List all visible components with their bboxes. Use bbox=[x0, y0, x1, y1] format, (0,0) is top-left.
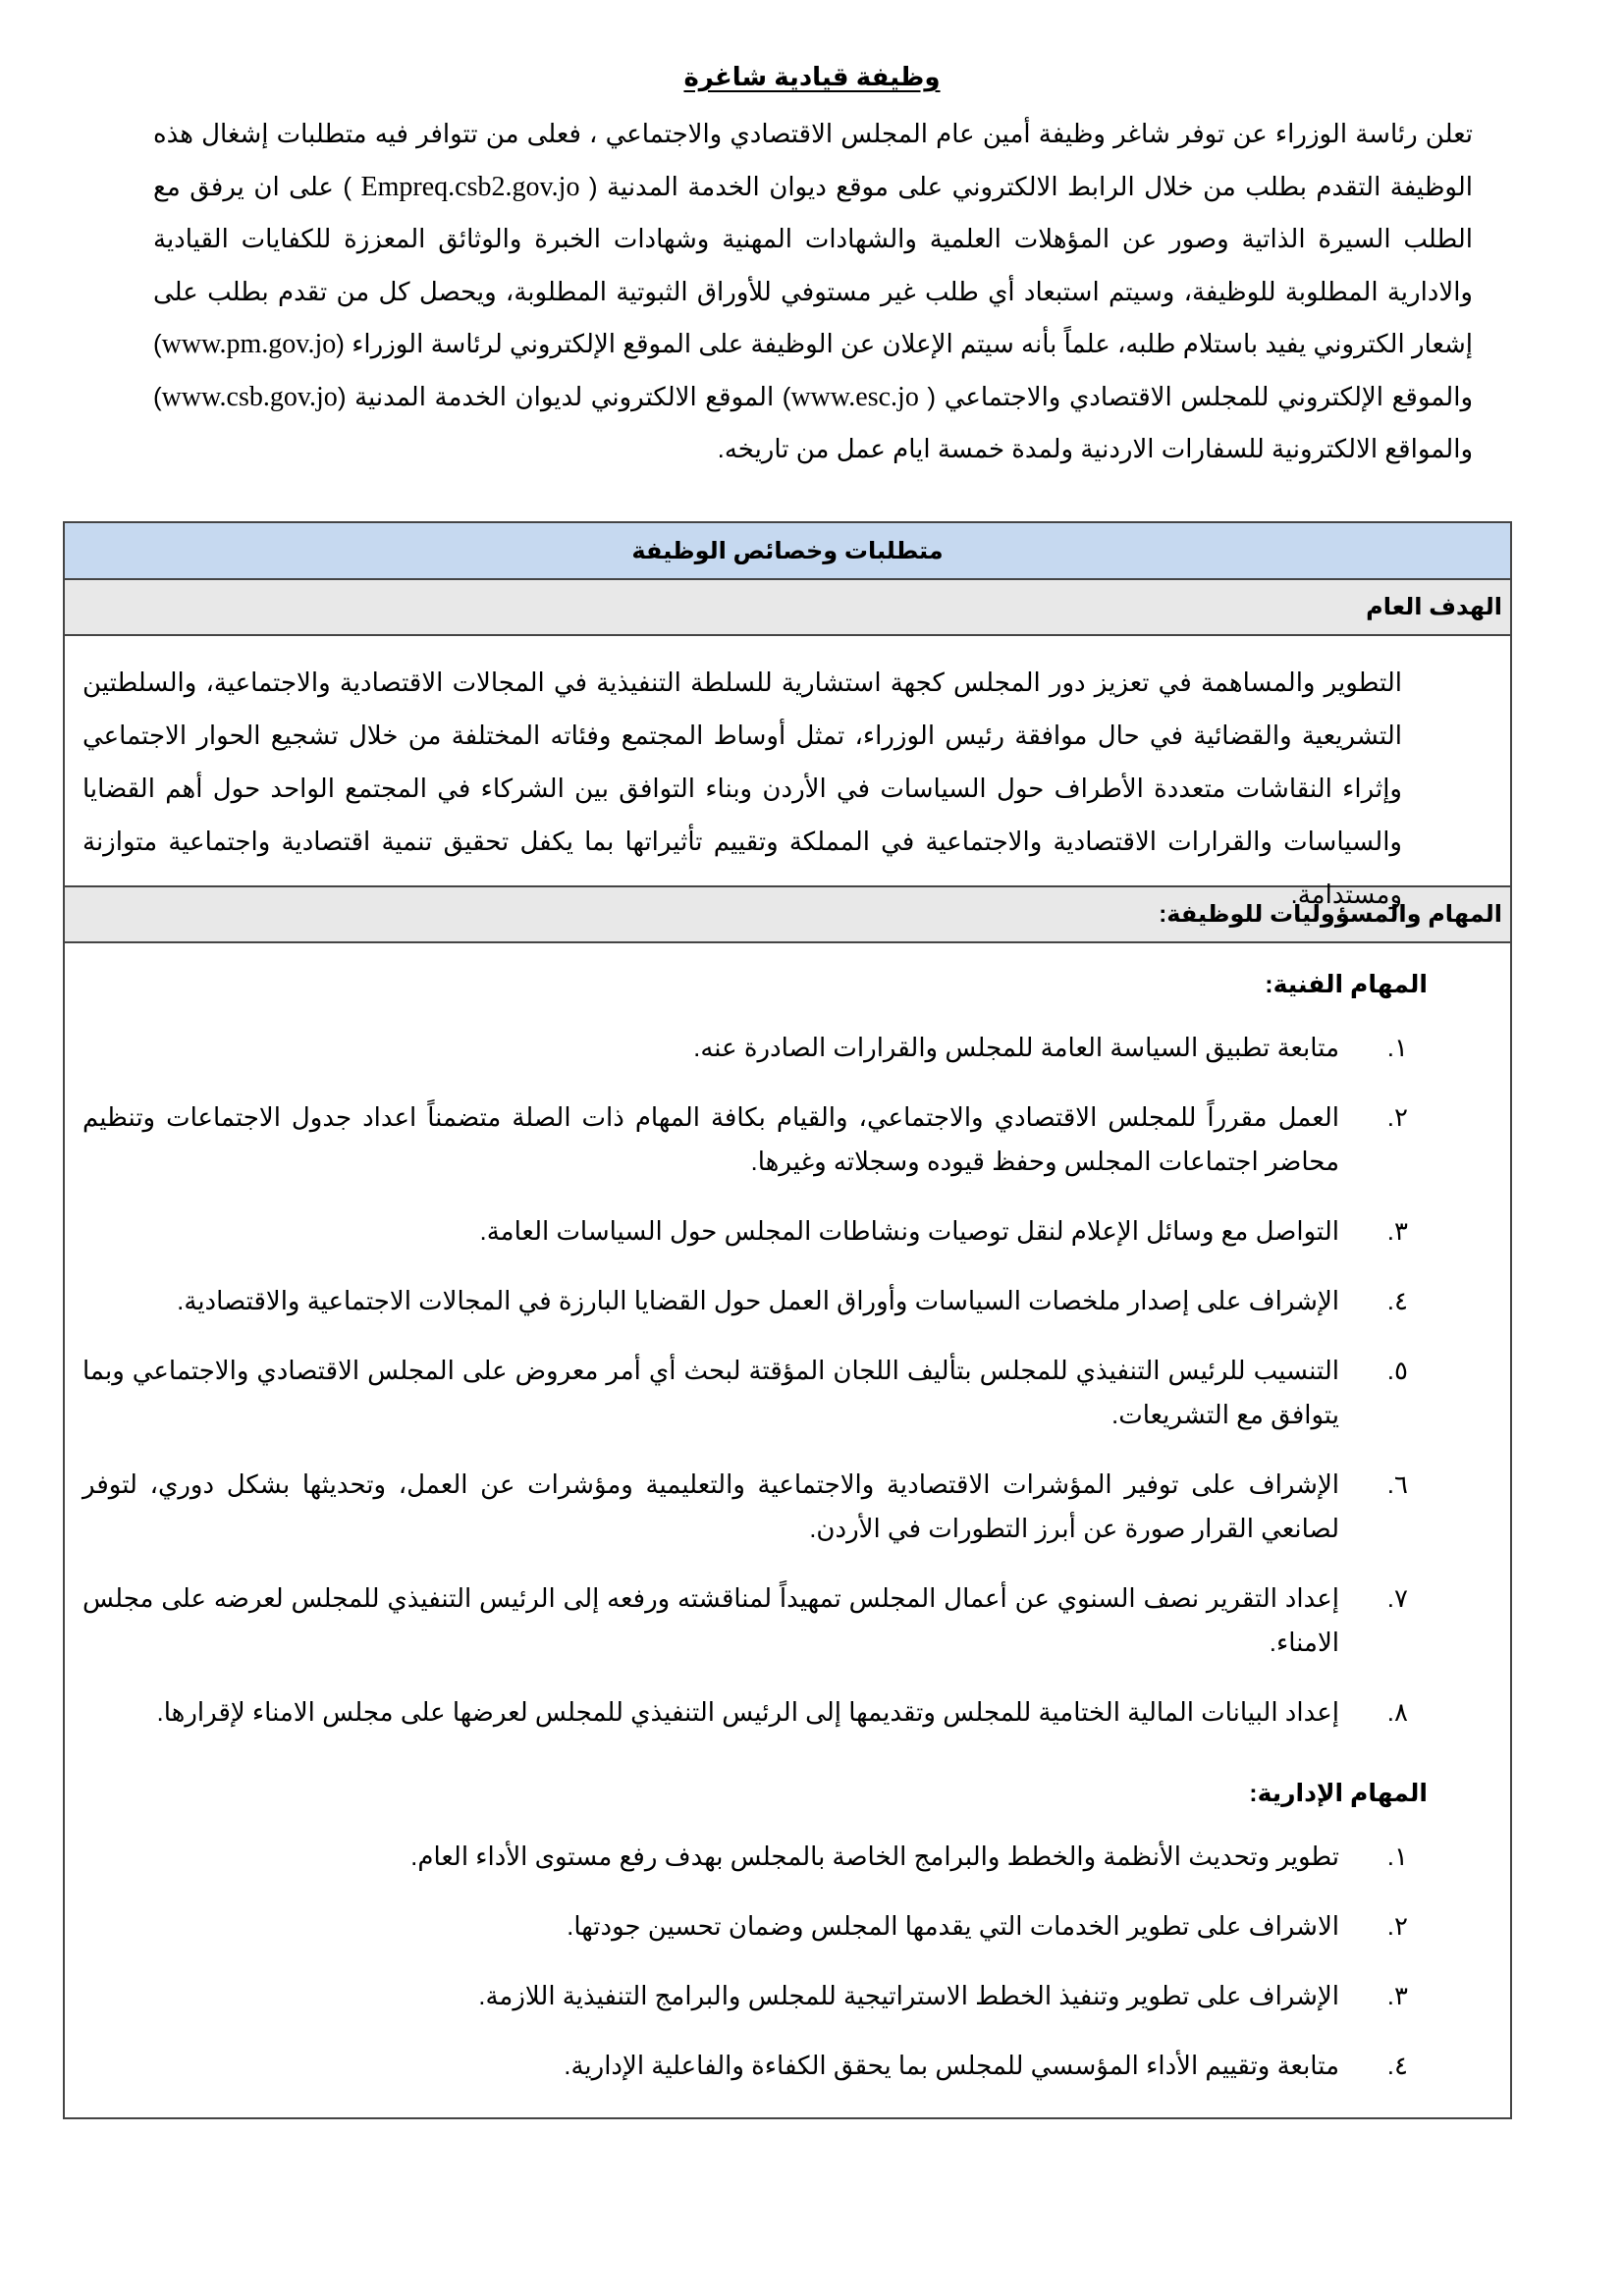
item-text: الإشراف على تطوير وتنفيذ الخطط الاستراتيجية للمجلس والبرامج التنفيذية اللازمة. bbox=[478, 1981, 1339, 2010]
link-esc[interactable]: www.esc.jo bbox=[790, 381, 919, 412]
item-text: إعداد التقرير نصف السنوي عن أعمال المجلس تمهيداً لمناقشته ورفعه إلى الرئيس التنفيذي للمجلس لعرضه على مجلس الامناء. bbox=[82, 1583, 1339, 1657]
intro-text-2: ) على ان يرفق مع الطلب السيرة الذاتية وصور عن المؤهلات العلمية والشهادات المهنية وشهادات الخبرة والوثائق المعززة للكفايات القيادية والادارية المطلوبة للوظيفة، وسيتم استبعاد أي طلب غير مستوفي للأوراق الثبوتية المطلوبة، ويحصل كل من تقدم بطلب على إشعار الكتروني يفيد باستلام طلبه، علماً بأنه سيتم الإعلان عن الوظيفة على الموقع الإلكتروني لرئاسة الوزراء ( bbox=[153, 171, 1473, 358]
item-number: ٢. bbox=[1386, 1102, 1408, 1132]
item-text: التواصل مع وسائل الإعلام لنقل توصيات ونشاطات المجلس حول السياسات العامة. bbox=[479, 1216, 1339, 1246]
item-number: ٨. bbox=[1386, 1697, 1408, 1727]
item-number: ٧. bbox=[1386, 1583, 1408, 1613]
list-item bbox=[82, 1095, 1492, 1184]
item-number: ٣. bbox=[1386, 1981, 1408, 2010]
item-number: ١. bbox=[1386, 1033, 1408, 1062]
spacer bbox=[82, 1760, 1492, 1766]
item-text: الاشراف على تطوير الخدمات التي يقدمها المجلس وضمان تحسين جودتها. bbox=[567, 1911, 1339, 1941]
item-text: تطوير وتحديث الأنظمة والخطط والبرامج الخاصة بالمجلس بهدف رفع مستوى الأداء العام. bbox=[410, 1842, 1339, 1871]
item-text: متابعة وتقييم الأداء المؤسسي للمجلس بما يحقق الكفاءة والفاعلية الإدارية. bbox=[564, 2051, 1339, 2080]
intro-text-5: ) والمواقع الالكترونية للسفارات الاردنية ولمدة خمسة ايام عمل من تاريخه. bbox=[153, 381, 1473, 463]
tasks-section bbox=[65, 943, 1510, 2117]
list-item bbox=[82, 1904, 1492, 1949]
item-text: متابعة تطبيق السياسة العامة للمجلس والقرارات الصادرة عنه. bbox=[693, 1033, 1339, 1062]
item-number: ٤. bbox=[1386, 2051, 1408, 2080]
administrative-tasks-heading: المهام الإدارية: bbox=[1249, 1780, 1428, 1807]
document-title: وظيفة قيادية شاغرة bbox=[683, 62, 941, 91]
goal-text: التطوير والمساهمة في تعزيز دور المجلس كجهة استشارية للسلطة التنفيذية في المجالات الاقتصادية والاجتماعية، والسلطتين التشريعية والقضائية في حال موافقة رئيس الوزراء، تمثل أوساط المجتمع وفئاته المختلفة من خلال تشجيع الحوار الاجتماعي وإثراء النقاشات متعددة الأطراف حول السياسات في الأردن وبناء التوافق بين الشركاء في المجتمع الواحد حول أهم القضايا والسياسات والقرارات الاقتصادية والاجتماعية في المملكة وتقييم تأثيراتها بما يكفل تحقيق تنمية اقتصادية واجتماعية متوازنة ومستدامة. bbox=[82, 667, 1402, 909]
job-requirements-table bbox=[63, 521, 1512, 2119]
item-text: الإشراف على إصدار ملخصات السياسات وأوراق العمل حول القضايا البارزة في المجالات الاجتماعية والاقتصادية. bbox=[177, 1286, 1339, 1315]
list-item bbox=[82, 1576, 1492, 1665]
goal-heading: الهدف العام bbox=[65, 580, 1510, 636]
list-item bbox=[82, 2044, 1492, 2088]
intro-text-1: تعلن رئاسة الوزراء عن توفر شاغر وظيفة أمين عام المجلس الاقتصادي والاجتماعي ، فعلى من تتوافر فيه متطلبات إشغال هذه الوظيفة التقدم بطلب من خلال الرابط الالكتروني على موقع ديوان الخدمة المدنية ( bbox=[153, 119, 1473, 201]
intro-text-4: ) الموقع الالكتروني لديوان الخدمة المدنية ( bbox=[337, 381, 791, 411]
item-text: إعداد البيانات المالية الختامية للمجلس وتقديمها إلى الرئيس التنفيذي للمجلس لعرضها على مجلس الامناء لإقرارها. bbox=[156, 1697, 1339, 1727]
link-csb[interactable]: www.csb.gov.jo bbox=[161, 381, 338, 412]
item-number: ١. bbox=[1386, 1842, 1408, 1871]
intro-paragraph bbox=[153, 108, 1473, 476]
list-item bbox=[82, 1974, 1492, 2018]
table-header: متطلبات وخصائص الوظيفة bbox=[65, 523, 1510, 580]
list-item bbox=[82, 1279, 1492, 1323]
item-number: ٢. bbox=[1386, 1911, 1408, 1941]
item-text: العمل مقرراً للمجلس الاقتصادي والاجتماعي، والقيام بكافة المهام ذات الصلة متضمناً اعداد جدول الاجتماعات وتنظيم محاضر اجتماعات المجلس وحفظ قيوده وسجلاته وغيرها. bbox=[82, 1102, 1339, 1176]
list-item bbox=[82, 1026, 1492, 1070]
tasks-heading: المهام والمسؤوليات للوظيفة: bbox=[65, 885, 1510, 943]
item-number: ٣. bbox=[1386, 1216, 1408, 1246]
list-item bbox=[82, 1209, 1492, 1254]
list-item bbox=[82, 1349, 1492, 1437]
item-number: ٦. bbox=[1386, 1469, 1408, 1499]
item-text: التنسيب للرئيس التنفيذي للمجلس بتأليف اللجان المؤقتة لبحث أي أمر معروض على المجلس الاقتصادي والاجتماعي وبما يتوافق مع التشريعات. bbox=[82, 1356, 1339, 1429]
item-number: ٥. bbox=[1386, 1356, 1408, 1385]
list-item bbox=[82, 1835, 1492, 1879]
list-item bbox=[82, 1463, 1492, 1551]
technical-tasks-heading: المهام الفنية: bbox=[1265, 971, 1428, 998]
list-item bbox=[82, 1690, 1492, 1735]
intro-text-3: ) والموقع الإلكتروني للمجلس الاقتصادي والاجتماعي ( bbox=[153, 329, 1473, 411]
item-text: الإشراف على توفير المؤشرات الاقتصادية والاجتماعية والتعليمية ومؤشرات عن العمل، وتحديثها بشكل دوري، لتوفر لصانعي القرار صورة عن أبرز التطورات في الأردن. bbox=[82, 1469, 1339, 1543]
link-pm[interactable]: www.pm.gov.jo bbox=[161, 329, 337, 359]
link-empreq[interactable]: Empreq.csb2.gov.jo bbox=[360, 171, 580, 202]
item-number: ٤. bbox=[1386, 1286, 1408, 1315]
